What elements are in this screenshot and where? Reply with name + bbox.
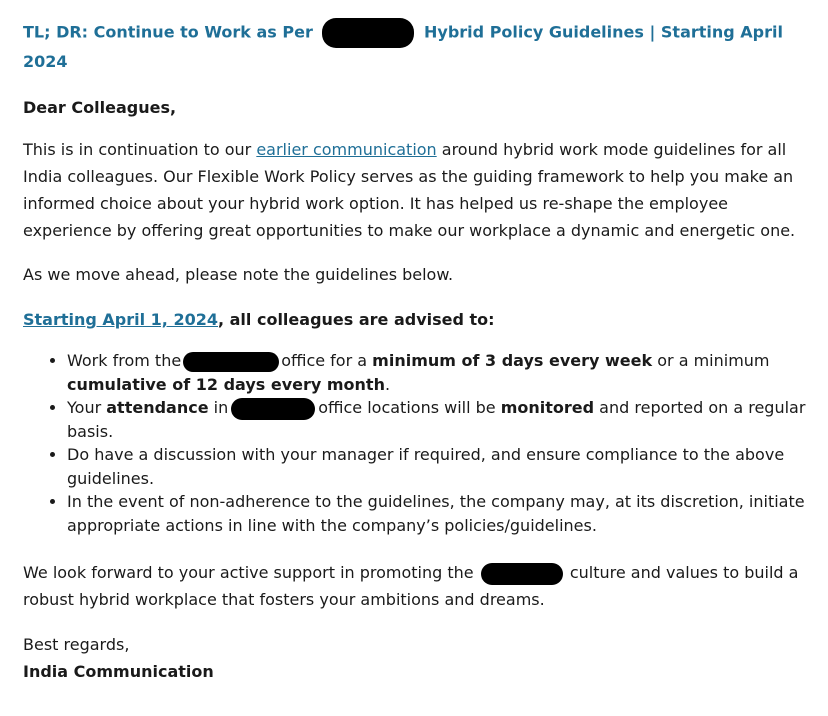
redaction-mark [183,352,279,372]
signoff: Best regards, [23,635,130,654]
greeting: Dear Colleagues, [23,98,177,117]
bullet-text: or a minimum [652,351,770,370]
intro-text-start: This is in continuation to our [23,140,257,159]
bullet-text: Your [67,398,107,417]
subject-suffix: Hybrid Policy Guidelines | Starting April 2024 [23,22,783,71]
advisory-text: , all colleagues are advised to: [217,310,495,329]
redaction-mark [231,398,315,420]
closing-text-start: We look forward to your active support in promoting the [23,563,474,582]
bullet-emphasis: minimum of 3 days every week [372,351,653,370]
list-item: • In the event of non-adherence to the guidelines, the company may, at its discretion, initiate appropriate actions in line with the company’s policies/guidelines. [67,490,813,537]
redaction-mark [322,18,414,48]
signature: India Communication [23,662,214,681]
bullet-text: . [384,374,391,394]
bullet-emphasis: attendance [106,398,209,417]
bullet-emphasis: monitored [500,398,595,417]
intro-text-end: around hybrid work mode guidelines for all India colleagues. Our Flexible Work Policy serves as the guiding framework to help you make an informed choice about your hybrid work option. It has helped us re-shape the employee experience by offering great opportunities to make our workplace a dynamic and energetic one. [23,140,796,240]
bullet-emphasis: cumulative of 12 days every month [67,374,385,394]
closing-paragraph [23,559,813,613]
bullet-text: office locations will be [318,398,501,417]
bullet-text: office for a [281,351,373,370]
earlier-communication-link[interactable]: earlier communication [256,140,437,159]
list-item [67,349,813,396]
start-date-link[interactable]: Starting April 1, 2024 [23,310,218,329]
bullet-text: Work from the [67,351,182,370]
subject-prefix: TL; DR: Continue to Work as Per [23,22,313,42]
bullet-text: and reported on a regular basis. [67,398,806,441]
bullet-text: in [208,398,229,417]
list-item [67,396,813,443]
guidelines-note: As we move ahead, please note the guidelines below. [23,265,454,284]
intro-paragraph [23,136,813,244]
email-body [23,18,813,685]
email-subject [23,18,783,75]
closing-text-end: culture and values to build a robust hybrid workplace that fosters your ambitions and dreams. [23,563,799,609]
guidelines-list [23,349,813,537]
list-item: • Do have a discussion with your manager if required, and ensure compliance to the above guidelines. [67,443,813,490]
advisory-line [23,306,813,333]
redaction-mark [481,563,563,585]
